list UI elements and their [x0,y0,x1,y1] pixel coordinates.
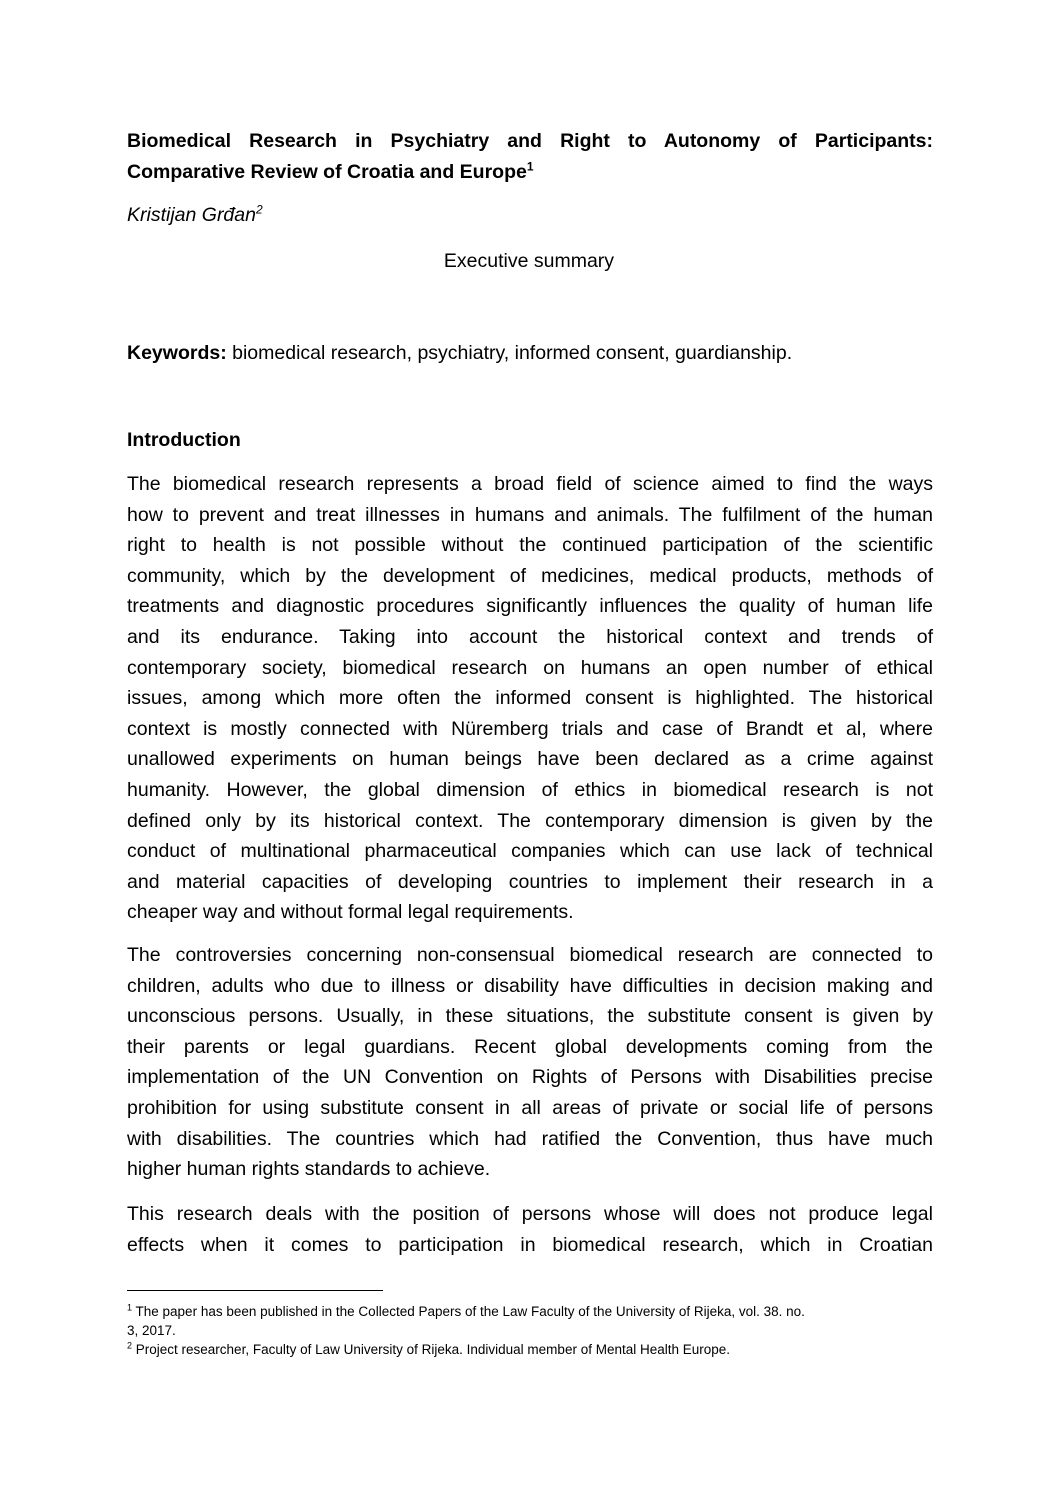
text-line: implementation of the UN Convention on Rights of Persons with Disabilities precise [127,1066,933,1089]
text-line: with disabilities. The countries which had ratified the Convention, thus have much [127,1127,933,1150]
text-line: and its endurance. Taking into account the historical context and trends of [127,625,933,648]
author-name [127,202,263,228]
keywords-line [127,340,933,366]
section-subtitle: Executive summary [443,250,615,272]
paragraph [127,469,933,928]
footnote-text: Project researcher, Faculty of Law University of Rijeka. Individual member of Mental Health Europe. [132,1342,731,1357]
footnote-text: The paper has been published in the Collected Papers of the Law Faculty of the University of Rijeka, vol. 38. no. [132,1304,805,1319]
text-line: cheaper way and without formal legal requirements. [127,901,574,924]
text-line: The biomedical research represents a broad field of science aimed to find the ways [127,473,933,495]
text-line: higher human rights standards to achieve. [127,1158,491,1181]
keywords-text: biomedical research, psychiatry, informed consent, guardianship. [226,342,793,364]
footnote-ref: 2 [255,202,263,217]
text-line: how to prevent and treat illnesses in humans and animals. The fulfilment of the human [127,503,933,526]
text-line: treatments and diagnostic procedures significantly influences the quality of human life [127,595,933,618]
title-line: Biomedical Research in Psychiatry and Right to Autonomy of Participants: [127,130,933,152]
text-line: context is mostly connected with Nüremberg trials and case of Brandt et al, where [127,717,933,740]
text-line: This research deals with the position of persons whose will does not produce legal [127,1203,933,1225]
text-line: community, which by the development of medicines, medical products, methods of [127,564,933,587]
paragraph [127,1199,933,1260]
text-line: unconscious persons. Usually, in these situations, the substitute consent is given by [127,1005,933,1028]
text-line: children, adults who due to illness or disability have difficulties in decision making and [127,974,933,997]
text-line: defined only by its historical context. The contemporary dimension is given by the [127,809,933,832]
footnote-separator [127,1290,383,1291]
text-line: effects when it comes to participation in biomedical research, which in Croatian [127,1233,933,1256]
footnote [127,1340,933,1359]
footnote-mark: 1 [127,1302,133,1313]
text-line: conduct of multinational pharmaceutical companies which can use lack of technical [127,840,933,863]
text-line: right to health is not possible without the continued participation of the scientific [127,534,933,557]
footnote-mark: 2 [127,1340,133,1351]
text-line: and material capacities of developing countries to implement their research in a [127,870,933,893]
paragraph [127,940,933,1185]
text-line: contemporary society, biomedical research on humans an open number of ethical [127,656,933,679]
text-line: their parents or legal guardians. Recent global developments coming from the [127,1035,933,1058]
title-line [127,157,933,188]
footnote [127,1302,933,1321]
document-title [127,126,933,188]
footnote-ref: 1 [526,159,534,174]
footnote-continuation: 3, 2017. [127,1323,176,1338]
section-heading: Introduction [127,429,241,451]
keywords-label: Keywords: [127,342,227,364]
text-line: prohibition for using substitute consent in all areas of private or social life of persons [127,1096,933,1119]
text-line: humanity. However, the global dimension of ethics in biomedical research is not [127,778,933,801]
text-line: issues, among which more often the informed consent is highlighted. The historical [127,687,933,710]
text-line: The controversies concerning non-consensual biomedical research are connected to [127,944,933,966]
title-line-text: Comparative Review of Croatia and Europe [127,161,527,183]
author-text: Kristijan Grđan [127,204,256,226]
footnotes [127,1302,933,1359]
text-line: unallowed experiments on human beings have been declared as a crime against [127,748,933,771]
